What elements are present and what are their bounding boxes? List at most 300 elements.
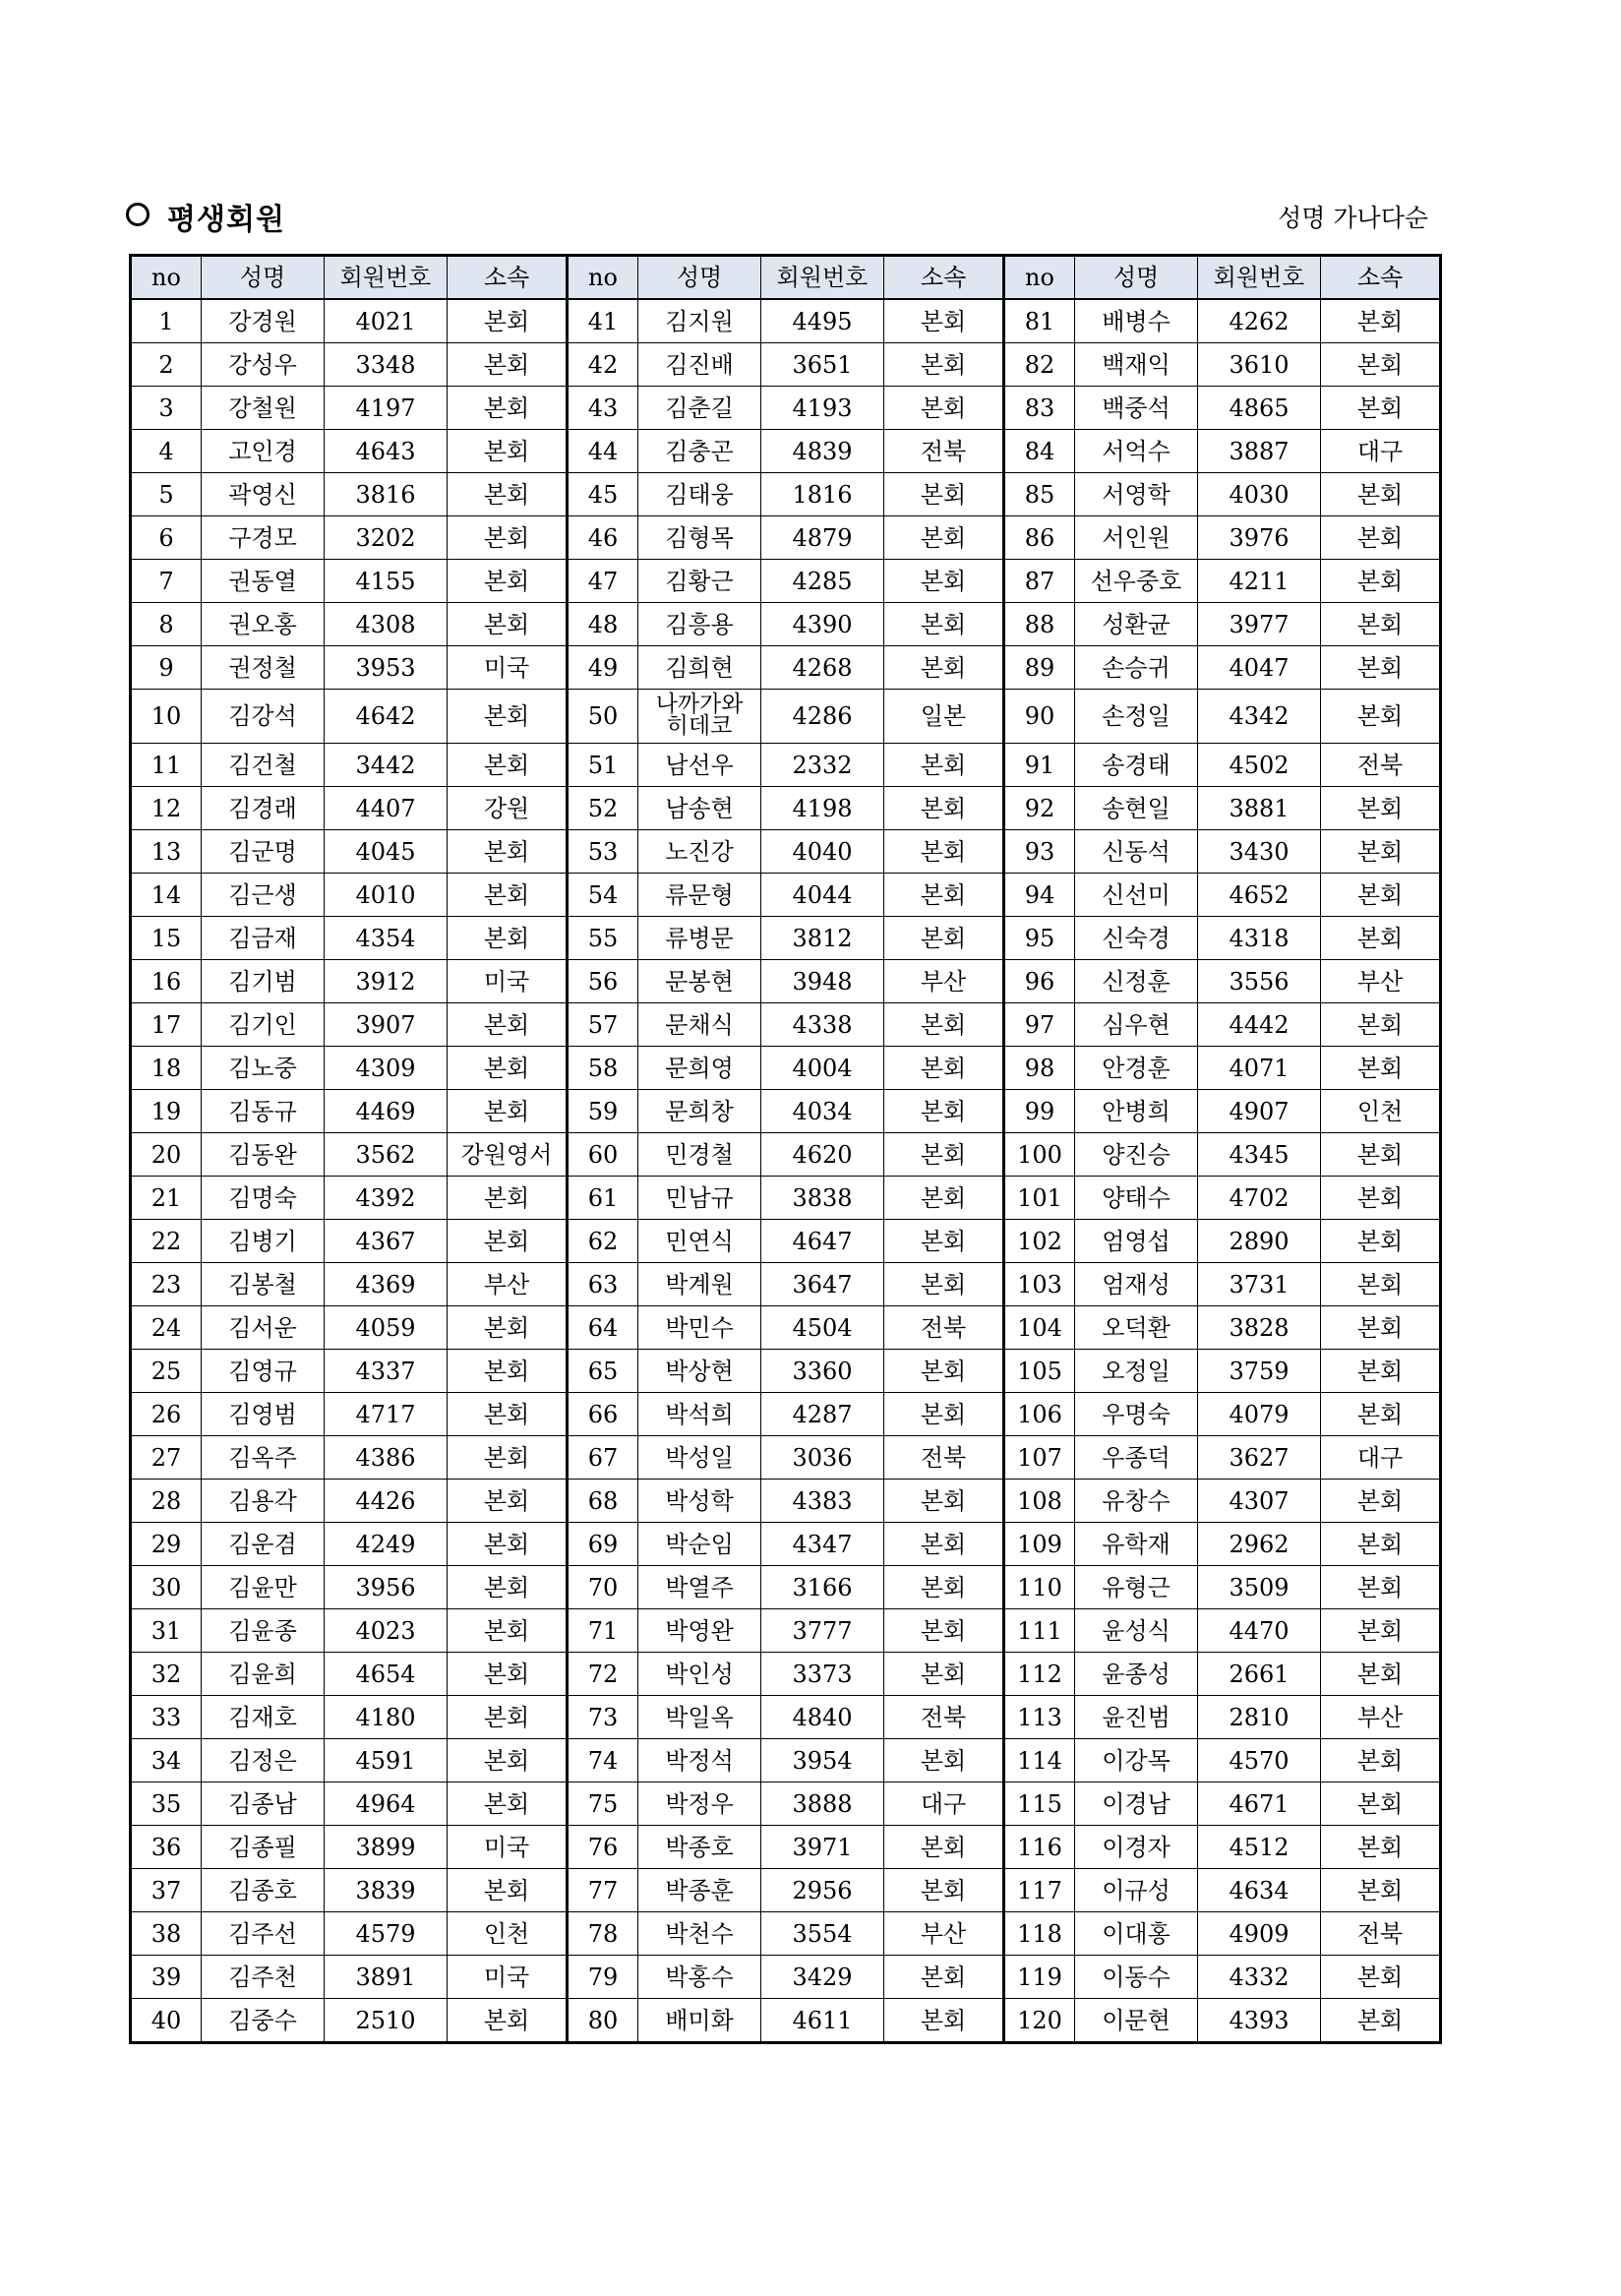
member-no: 36 (131, 1826, 202, 1869)
member-affiliation: 부산 (1321, 1696, 1441, 1739)
member-name: 박석희 (638, 1393, 761, 1436)
member-affiliation: 본회 (448, 1696, 568, 1739)
member-affiliation: 본회 (884, 1653, 1004, 1696)
member-affiliation: 본회 (448, 560, 568, 603)
member-affiliation: 본회 (884, 1480, 1004, 1523)
member-number: 3812 (761, 917, 884, 960)
member-no: 114 (1004, 1739, 1075, 1782)
member-name: 김옥주 (202, 1436, 325, 1480)
member-affiliation: 부산 (884, 1912, 1004, 1956)
table-row (131, 917, 1441, 960)
member-no: 68 (568, 1480, 638, 1523)
member-no: 48 (568, 603, 638, 646)
member-no: 99 (1004, 1090, 1075, 1133)
member-number: 4383 (761, 1480, 884, 1523)
member-affiliation: 본회 (1321, 1653, 1441, 1696)
table-row (131, 1523, 1441, 1566)
member-no: 75 (568, 1782, 638, 1826)
member-no: 26 (131, 1393, 202, 1436)
member-number: 4249 (325, 1523, 448, 1566)
member-no: 34 (131, 1739, 202, 1782)
header-name: 성명 (638, 256, 761, 300)
member-number: 3647 (761, 1263, 884, 1306)
table-row (131, 744, 1441, 787)
member-affiliation: 본회 (1321, 1133, 1441, 1177)
member-name: 엄재성 (1075, 1263, 1198, 1306)
member-affiliation: 본회 (1321, 1869, 1441, 1912)
member-number: 3891 (325, 1956, 448, 1999)
member-number: 4040 (761, 830, 884, 874)
member-number: 3731 (1198, 1263, 1321, 1306)
member-name: 김희현 (638, 646, 761, 690)
member-no: 86 (1004, 516, 1075, 560)
member-no: 16 (131, 960, 202, 1003)
table-row (131, 1480, 1441, 1523)
member-name: 박천수 (638, 1912, 761, 1956)
table-row (131, 387, 1441, 430)
member-name: 문채식 (638, 1003, 761, 1047)
member-number: 3373 (761, 1653, 884, 1696)
member-name: 강철원 (202, 387, 325, 430)
member-number: 4338 (761, 1003, 884, 1047)
member-number: 3954 (761, 1739, 884, 1782)
member-affiliation: 본회 (448, 1393, 568, 1436)
member-number: 3562 (325, 1133, 448, 1177)
member-name: 양태수 (1075, 1177, 1198, 1220)
member-no: 93 (1004, 830, 1075, 874)
member-name: 김영규 (202, 1350, 325, 1393)
member-affiliation: 전북 (1321, 1912, 1441, 1956)
member-no: 115 (1004, 1782, 1075, 1826)
member-affiliation: 본회 (1321, 1566, 1441, 1609)
member-number: 3651 (761, 343, 884, 387)
member-number: 3899 (325, 1826, 448, 1869)
member-affiliation: 본회 (884, 1047, 1004, 1090)
member-number: 3360 (761, 1350, 884, 1393)
member-affiliation: 전북 (1321, 744, 1441, 787)
member-number: 2962 (1198, 1523, 1321, 1566)
member-affiliation: 본회 (1321, 560, 1441, 603)
member-number: 3348 (325, 343, 448, 387)
member-name: 백중석 (1075, 387, 1198, 430)
member-name: 김기인 (202, 1003, 325, 1047)
member-affiliation: 본회 (448, 1869, 568, 1912)
member-name: 배미화 (638, 1999, 761, 2043)
member-no: 51 (568, 744, 638, 787)
member-name: 김종호 (202, 1869, 325, 1912)
member-affiliation: 본회 (448, 1523, 568, 1566)
member-no: 109 (1004, 1523, 1075, 1566)
member-affiliation: 본회 (884, 1220, 1004, 1263)
member-number: 4907 (1198, 1090, 1321, 1133)
member-no: 94 (1004, 874, 1075, 917)
member-name: 김윤희 (202, 1653, 325, 1696)
member-affiliation: 본회 (448, 516, 568, 560)
member-no: 2 (131, 343, 202, 387)
member-number: 4180 (325, 1696, 448, 1739)
member-name: 서영학 (1075, 473, 1198, 516)
member-name: 박종호 (638, 1826, 761, 1869)
member-number: 4034 (761, 1090, 884, 1133)
member-affiliation: 본회 (884, 516, 1004, 560)
member-number: 3610 (1198, 343, 1321, 387)
member-table (129, 254, 1442, 2044)
member-no: 45 (568, 473, 638, 516)
member-name: 손정일 (1075, 690, 1198, 744)
member-name: 강성우 (202, 343, 325, 387)
header-affiliation: 소속 (884, 256, 1004, 300)
member-name: 김주천 (202, 1956, 325, 1999)
member-no: 106 (1004, 1393, 1075, 1436)
member-affiliation: 본회 (884, 1956, 1004, 1999)
member-name: 김종남 (202, 1782, 325, 1826)
member-name: 김기범 (202, 960, 325, 1003)
member-affiliation: 본회 (884, 1999, 1004, 2043)
member-number: 4307 (1198, 1480, 1321, 1523)
header-member-number: 회원번호 (761, 256, 884, 300)
table-row (131, 299, 1441, 343)
member-affiliation: 본회 (884, 299, 1004, 343)
member-number: 4495 (761, 299, 884, 343)
member-affiliation: 본회 (1321, 1609, 1441, 1653)
member-name: 박종훈 (638, 1869, 761, 1912)
member-name: 안경훈 (1075, 1047, 1198, 1090)
member-number: 4611 (761, 1999, 884, 2043)
member-no: 22 (131, 1220, 202, 1263)
member-affiliation: 본회 (448, 1003, 568, 1047)
member-no: 30 (131, 1566, 202, 1609)
member-affiliation: 본회 (448, 1177, 568, 1220)
member-no: 70 (568, 1566, 638, 1609)
member-name: 김경래 (202, 787, 325, 830)
circle-bullet-icon (126, 203, 150, 226)
member-number: 4865 (1198, 387, 1321, 430)
table-row (131, 1956, 1441, 1999)
member-name: 윤종성 (1075, 1653, 1198, 1696)
member-no: 108 (1004, 1480, 1075, 1523)
member-no: 4 (131, 430, 202, 473)
member-name: 박인성 (638, 1653, 761, 1696)
member-no: 41 (568, 299, 638, 343)
member-no: 112 (1004, 1653, 1075, 1696)
member-number: 4717 (325, 1393, 448, 1436)
member-number: 4634 (1198, 1869, 1321, 1912)
member-number: 4504 (761, 1306, 884, 1350)
member-number: 3036 (761, 1436, 884, 1480)
member-number: 3839 (325, 1869, 448, 1912)
member-name: 서억수 (1075, 430, 1198, 473)
member-affiliation: 본회 (448, 874, 568, 917)
member-affiliation: 본회 (1321, 603, 1441, 646)
member-number: 4155 (325, 560, 448, 603)
table-row (131, 1306, 1441, 1350)
member-no: 1 (131, 299, 202, 343)
member-number: 4079 (1198, 1393, 1321, 1436)
member-name: 성환균 (1075, 603, 1198, 646)
member-number: 3759 (1198, 1350, 1321, 1393)
member-name: 김병기 (202, 1220, 325, 1263)
member-affiliation: 본회 (884, 1263, 1004, 1306)
table-row (131, 1177, 1441, 1220)
member-no: 43 (568, 387, 638, 430)
member-affiliation: 본회 (1321, 690, 1441, 744)
member-name: 박계원 (638, 1263, 761, 1306)
section-title: 평생회원 (167, 203, 285, 237)
table-row (131, 690, 1441, 744)
header-name: 성명 (202, 256, 325, 300)
member-affiliation: 본회 (884, 1133, 1004, 1177)
member-number: 3777 (761, 1609, 884, 1653)
member-number: 4620 (761, 1133, 884, 1177)
member-number: 4909 (1198, 1912, 1321, 1956)
table-row (131, 430, 1441, 473)
member-name: 류문형 (638, 874, 761, 917)
member-affiliation: 본회 (1321, 1393, 1441, 1436)
table-row (131, 1090, 1441, 1133)
member-affiliation: 본회 (1321, 1480, 1441, 1523)
member-number: 4345 (1198, 1133, 1321, 1177)
member-no: 3 (131, 387, 202, 430)
table-row (131, 343, 1441, 387)
member-name: 김춘길 (638, 387, 761, 430)
member-affiliation: 본회 (1321, 1177, 1441, 1220)
member-no: 25 (131, 1350, 202, 1393)
member-number: 4004 (761, 1047, 884, 1090)
member-name: 문희창 (638, 1090, 761, 1133)
member-no: 105 (1004, 1350, 1075, 1393)
member-affiliation: 본회 (1321, 343, 1441, 387)
table-row (131, 960, 1441, 1003)
member-number: 3627 (1198, 1436, 1321, 1480)
table-row (131, 1263, 1441, 1306)
member-no: 97 (1004, 1003, 1075, 1047)
member-number: 4879 (761, 516, 884, 560)
member-no: 56 (568, 960, 638, 1003)
member-no: 23 (131, 1263, 202, 1306)
member-no: 29 (131, 1523, 202, 1566)
member-affiliation: 인천 (448, 1912, 568, 1956)
table-row (131, 603, 1441, 646)
member-number: 3977 (1198, 603, 1321, 646)
member-name: 유창수 (1075, 1480, 1198, 1523)
member-no: 110 (1004, 1566, 1075, 1609)
member-number: 3509 (1198, 1566, 1321, 1609)
member-no: 82 (1004, 343, 1075, 387)
member-number: 2956 (761, 1869, 884, 1912)
member-affiliation: 미국 (448, 960, 568, 1003)
member-number: 2661 (1198, 1653, 1321, 1696)
member-affiliation: 본회 (448, 1480, 568, 1523)
member-no: 38 (131, 1912, 202, 1956)
member-no: 13 (131, 830, 202, 874)
member-affiliation: 본회 (448, 917, 568, 960)
member-name: 남송현 (638, 787, 761, 830)
member-affiliation: 전북 (884, 1696, 1004, 1739)
member-number: 4840 (761, 1696, 884, 1739)
member-no: 100 (1004, 1133, 1075, 1177)
member-number: 4839 (761, 430, 884, 473)
member-affiliation: 본회 (884, 387, 1004, 430)
member-number: 3202 (325, 516, 448, 560)
member-number: 4285 (761, 560, 884, 603)
member-no: 27 (131, 1436, 202, 1480)
header-row (131, 256, 1441, 300)
member-name: 우종덕 (1075, 1436, 1198, 1480)
member-no: 10 (131, 690, 202, 744)
member-name: 박민수 (638, 1306, 761, 1350)
member-name: 박순임 (638, 1523, 761, 1566)
member-no: 103 (1004, 1263, 1075, 1306)
member-name: 김노중 (202, 1047, 325, 1090)
member-name: 민경철 (638, 1133, 761, 1177)
member-no: 69 (568, 1523, 638, 1566)
member-name: 이규성 (1075, 1869, 1198, 1912)
member-no: 95 (1004, 917, 1075, 960)
table-row (131, 1393, 1441, 1436)
member-number: 2810 (1198, 1696, 1321, 1739)
member-no: 89 (1004, 646, 1075, 690)
member-number: 3838 (761, 1177, 884, 1220)
member-no: 113 (1004, 1696, 1075, 1739)
member-no: 53 (568, 830, 638, 874)
member-no: 52 (568, 787, 638, 830)
member-affiliation: 본회 (448, 1653, 568, 1696)
member-number: 4570 (1198, 1739, 1321, 1782)
member-name: 백재익 (1075, 343, 1198, 387)
table-row (131, 830, 1441, 874)
member-affiliation: 미국 (448, 1826, 568, 1869)
member-number: 4502 (1198, 744, 1321, 787)
member-affiliation: 본회 (448, 1609, 568, 1653)
member-affiliation: 본회 (884, 1609, 1004, 1653)
member-number: 4591 (325, 1739, 448, 1782)
member-name: 류병문 (638, 917, 761, 960)
member-name: 이동수 (1075, 1956, 1198, 1999)
member-name: 손승귀 (1075, 646, 1198, 690)
member-affiliation: 본회 (448, 603, 568, 646)
member-affiliation: 본회 (448, 690, 568, 744)
header-member-number: 회원번호 (325, 256, 448, 300)
table-row (131, 1003, 1441, 1047)
header-affiliation: 소속 (448, 256, 568, 300)
member-number: 3554 (761, 1912, 884, 1956)
member-no: 61 (568, 1177, 638, 1220)
member-no: 39 (131, 1956, 202, 1999)
member-affiliation: 본회 (884, 744, 1004, 787)
member-name: 김흥용 (638, 603, 761, 646)
table-row (131, 1696, 1441, 1739)
table-row (131, 1653, 1441, 1696)
member-name: 김주선 (202, 1912, 325, 1956)
member-no: 58 (568, 1047, 638, 1090)
member-no: 101 (1004, 1177, 1075, 1220)
member-no: 71 (568, 1609, 638, 1653)
member-name: 김충곤 (638, 430, 761, 473)
member-no: 83 (1004, 387, 1075, 430)
member-name: 노진강 (638, 830, 761, 874)
member-name: 김명숙 (202, 1177, 325, 1220)
member-name: 김윤만 (202, 1566, 325, 1609)
member-no: 57 (568, 1003, 638, 1047)
member-number: 4702 (1198, 1177, 1321, 1220)
member-number: 4652 (1198, 874, 1321, 917)
member-affiliation: 강원 (448, 787, 568, 830)
member-affiliation: 본회 (448, 1782, 568, 1826)
member-name: 구경모 (202, 516, 325, 560)
table-row (131, 1739, 1441, 1782)
member-affiliation: 본회 (884, 1739, 1004, 1782)
member-name: 김재호 (202, 1696, 325, 1739)
member-affiliation: 본회 (448, 1047, 568, 1090)
member-name: 김윤종 (202, 1609, 325, 1653)
member-no: 88 (1004, 603, 1075, 646)
member-affiliation: 본회 (884, 1869, 1004, 1912)
member-affiliation: 본회 (884, 1350, 1004, 1393)
member-name: 김황근 (638, 560, 761, 603)
table-row (131, 1912, 1441, 1956)
member-affiliation: 본회 (448, 473, 568, 516)
member-no: 80 (568, 1999, 638, 2043)
member-number: 4308 (325, 603, 448, 646)
member-name: 민남규 (638, 1177, 761, 1220)
member-no: 96 (1004, 960, 1075, 1003)
member-name: 김군명 (202, 830, 325, 874)
member-name: 신선미 (1075, 874, 1198, 917)
member-no: 98 (1004, 1047, 1075, 1090)
member-name: 양진승 (1075, 1133, 1198, 1177)
member-number: 4643 (325, 430, 448, 473)
member-number: 4198 (761, 787, 884, 830)
member-number: 3971 (761, 1826, 884, 1869)
member-no: 104 (1004, 1306, 1075, 1350)
member-affiliation: 전북 (884, 1436, 1004, 1480)
member-name: 오덕환 (1075, 1306, 1198, 1350)
member-no: 59 (568, 1090, 638, 1133)
member-affiliation: 전북 (884, 430, 1004, 473)
header-name: 성명 (1075, 256, 1198, 300)
member-name: 김형목 (638, 516, 761, 560)
member-name: 박정석 (638, 1739, 761, 1782)
member-name: 박열주 (638, 1566, 761, 1609)
member-affiliation: 본회 (1321, 1350, 1441, 1393)
member-number: 4211 (1198, 560, 1321, 603)
member-affiliation: 본회 (1321, 787, 1441, 830)
member-no: 47 (568, 560, 638, 603)
member-name: 엄영섭 (1075, 1220, 1198, 1263)
member-number: 3828 (1198, 1306, 1321, 1350)
member-no: 63 (568, 1263, 638, 1306)
member-number: 4512 (1198, 1826, 1321, 1869)
member-number: 3881 (1198, 787, 1321, 830)
sort-note: 성명 가나다순 (1278, 204, 1428, 232)
member-no: 92 (1004, 787, 1075, 830)
member-no: 24 (131, 1306, 202, 1350)
member-no: 76 (568, 1826, 638, 1869)
member-name: 이대홍 (1075, 1912, 1198, 1956)
member-no: 18 (131, 1047, 202, 1090)
member-number: 4044 (761, 874, 884, 917)
member-name: 심우현 (1075, 1003, 1198, 1047)
member-affiliation: 본회 (1321, 1003, 1441, 1047)
member-name: 김건철 (202, 744, 325, 787)
member-no: 46 (568, 516, 638, 560)
member-no: 6 (131, 516, 202, 560)
member-name: 남선우 (638, 744, 761, 787)
member-number: 4426 (325, 1480, 448, 1523)
member-number: 4262 (1198, 299, 1321, 343)
table-row (131, 560, 1441, 603)
member-number: 4318 (1198, 917, 1321, 960)
